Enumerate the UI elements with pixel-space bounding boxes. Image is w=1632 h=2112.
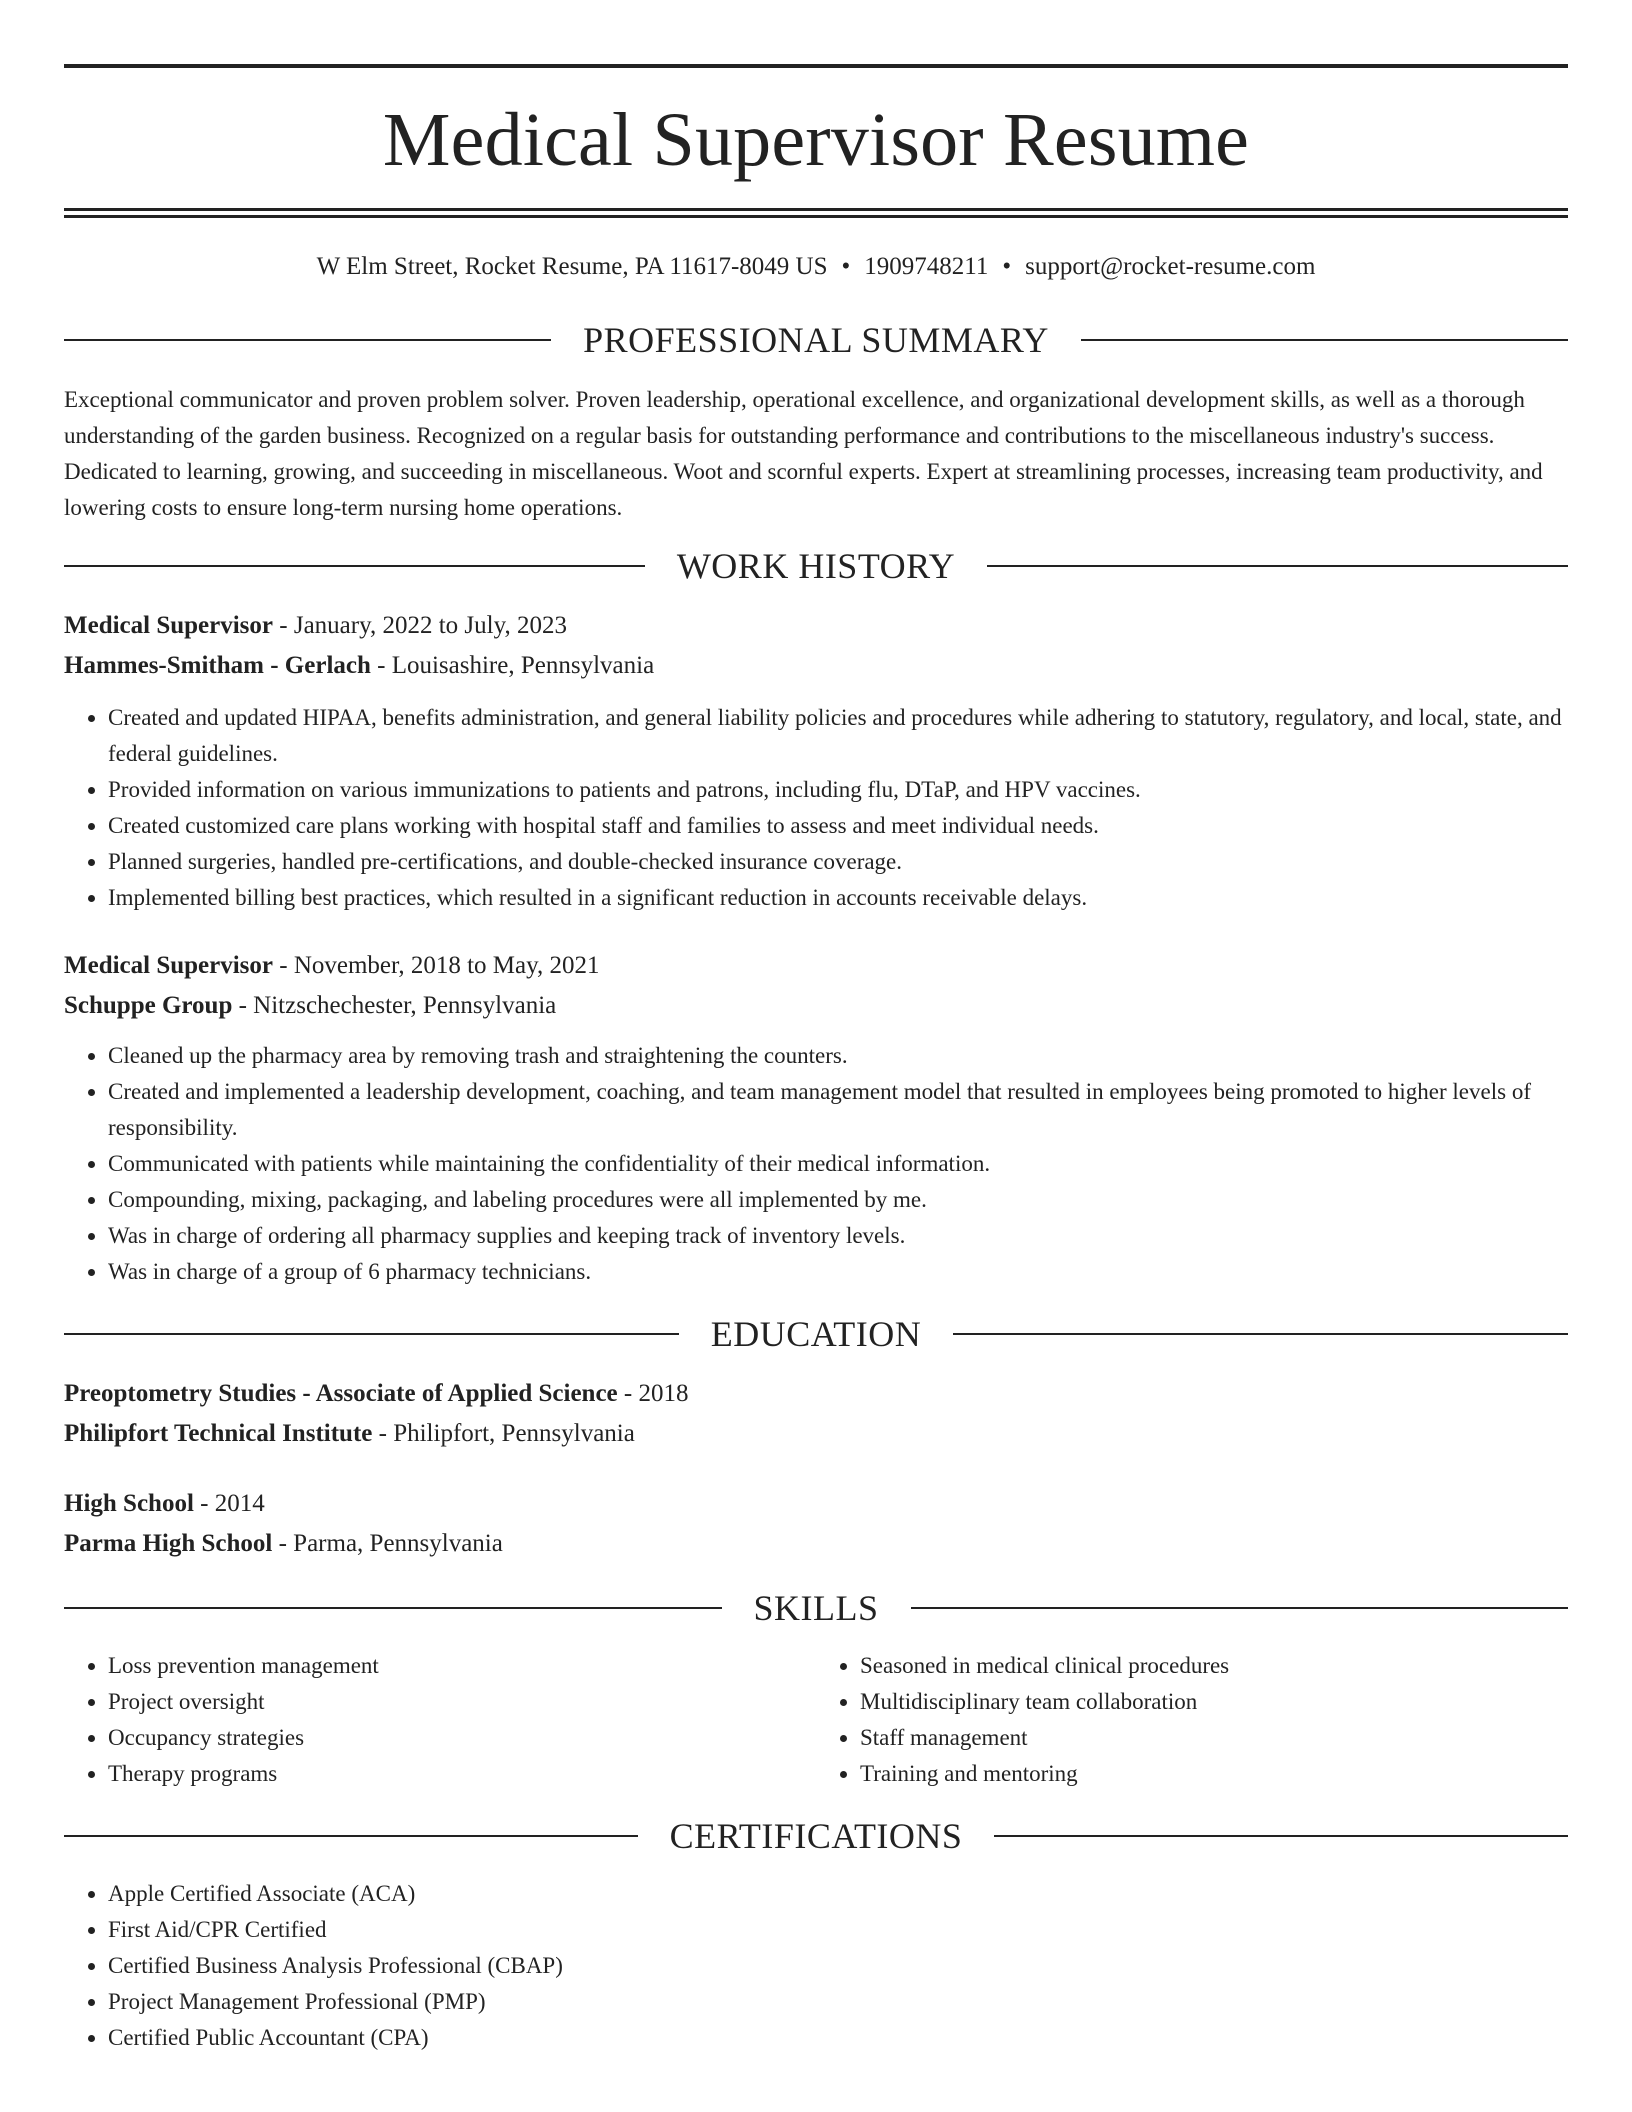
job-location: - Louisashire, Pennsylvania — [370, 652, 655, 679]
skill-item: • Staff management — [860, 1720, 1568, 1756]
contact-line — [64, 252, 1568, 282]
education-degree-line — [64, 1484, 1568, 1524]
job-bullet: • Communicated with patients while maintaining the confidentiality of their medical information. — [108, 1146, 1568, 1182]
job-bullet: • Created customized care plans working with hospital staff and families to assess and meet individual needs. — [108, 808, 1568, 844]
education-year: - 2018 — [617, 1380, 689, 1407]
education-degree-line — [64, 1374, 1568, 1414]
job-bullet: • Implemented billing best practices, which resulted in a significant reduction in accounts receivable delays. — [108, 880, 1568, 916]
job-title-line — [64, 946, 1568, 986]
job-dates: - January, 2022 to July, 2023 — [273, 612, 567, 639]
summary-heading-label: PROFESSIONAL SUMMARY — [583, 320, 1049, 360]
heading-rule-left — [64, 1333, 679, 1335]
resume-title: Medical Supervisor Resume — [382, 98, 1250, 182]
job-employer-line — [64, 646, 1568, 686]
skill-item: • Occupancy strategies — [108, 1720, 816, 1756]
education-location: - Parma, Pennsylvania — [272, 1530, 503, 1557]
skills-columns — [64, 1648, 1568, 1792]
skills-heading — [64, 1588, 1568, 1628]
job-title-line — [64, 606, 1568, 646]
job-dates: - November, 2018 to May, 2021 — [273, 952, 600, 979]
skills-heading-label: SKILLS — [753, 1588, 879, 1628]
education-degree: Preoptometry Studies - Associate of Applied Science — [64, 1380, 618, 1407]
job-title: Medical Supervisor — [64, 612, 274, 639]
heading-rule-right — [1081, 339, 1568, 341]
title-double-rule — [64, 208, 1568, 218]
heading-rule-right — [994, 1835, 1568, 1837]
skill-item: • Loss prevention management — [108, 1648, 816, 1684]
job-employer: Schuppe Group — [64, 992, 233, 1019]
job-bullet: • Was in charge of a group of 6 pharmacy technicians. — [108, 1254, 1568, 1290]
education-school: Philipfort Technical Institute — [64, 1420, 373, 1447]
skills-list-left — [64, 1648, 816, 1792]
job-entry — [64, 606, 1568, 916]
job-bullet: • Provided information on various immunizations to patients and patrons, including flu, DTaP, and HPV vaccines. — [108, 772, 1568, 808]
certification-item: • Certified Business Analysis Professional (CBAP) — [108, 1948, 1568, 1984]
education-school-line — [64, 1414, 1568, 1454]
contact-separator: • — [1002, 253, 1012, 280]
heading-rule-right — [987, 565, 1568, 567]
skill-item: • Project oversight — [108, 1684, 816, 1720]
heading-rule-left — [64, 565, 645, 567]
top-rule — [64, 64, 1568, 68]
heading-rule-right — [911, 1607, 1569, 1609]
certification-item: • Apple Certified Associate (ACA) — [108, 1876, 1568, 1912]
education-year: - 2014 — [193, 1490, 265, 1517]
job-bullet: • Cleaned up the pharmacy area by removing trash and straightening the counters. — [108, 1038, 1568, 1074]
work-history-heading-label: WORK HISTORY — [676, 546, 956, 586]
education-school: Parma High School — [64, 1530, 273, 1557]
heading-rule-left — [64, 1835, 638, 1837]
certification-item: • Certified Public Accountant (CPA) — [108, 2020, 1568, 2056]
work-history-heading — [64, 546, 1568, 586]
education-heading — [64, 1314, 1568, 1354]
heading-rule-left — [64, 339, 551, 341]
job-bullet: • Was in charge of ordering all pharmacy supplies and keeping track of inventory levels. — [108, 1218, 1568, 1254]
certifications-heading-label: CERTIFICATIONS — [669, 1816, 963, 1856]
job-bullets — [64, 1038, 1568, 1290]
job-bullet: • Created and updated HIPAA, benefits administration, and general liability policies and procedures while adhering to statutory, regulatory, and local, state, and federal guidelines. — [108, 700, 1568, 772]
education-heading-label: EDUCATION — [710, 1314, 922, 1354]
skill-item: • Multidisciplinary team collaboration — [860, 1684, 1568, 1720]
job-entry — [64, 946, 1568, 1290]
summary-text: Exceptional communicator and proven problem solver. Proven leadership, operational excellence, and organizational development skills, as well as a thorough understanding of the garden business. Recognized on a regular basis for outstanding performance and contributions to the miscellaneous industry's success. Dedicated to learning, growing, and succeeding in miscellaneous. Woot and scornful experts. Expert at streamlining processes, increasing team productivity, and lowering costs to ensure long-term nursing home operations. — [64, 387, 1543, 520]
skill-item: • Training and mentoring — [860, 1756, 1568, 1792]
job-bullet: • Created and implemented a leadership development, coaching, and team management model that resulted in employees being promoted to higher levels of responsibility. — [108, 1074, 1568, 1146]
certifications-heading — [64, 1816, 1568, 1856]
contact-phone: 1909748211 — [864, 253, 989, 280]
job-bullet: • Compounding, mixing, packaging, and labeling procedures were all implemented by me. — [108, 1182, 1568, 1218]
certifications-list — [64, 1876, 1568, 2056]
summary-heading — [64, 320, 1568, 360]
job-bullets — [64, 700, 1568, 916]
education-school-line — [64, 1524, 1568, 1564]
skill-item: • Therapy programs — [108, 1756, 816, 1792]
education-degree: High School — [64, 1490, 194, 1517]
resume-page — [64, 64, 1568, 2056]
education-entry — [64, 1374, 1568, 1454]
certification-item: • Project Management Professional (PMP) — [108, 1984, 1568, 2020]
job-location: - Nitzschechester, Pennsylvania — [232, 992, 557, 1019]
job-employer: Hammes-Smitham - Gerlach — [64, 652, 371, 679]
contact-address: W Elm Street, Rocket Resume, PA 11617-8049 US — [316, 253, 828, 280]
certification-item: • First Aid/CPR Certified — [108, 1912, 1568, 1948]
job-bullet: • Planned surgeries, handled pre-certifications, and double-checked insurance coverage. — [108, 844, 1568, 880]
skill-item: • Seasoned in medical clinical procedures — [860, 1648, 1568, 1684]
education-entry — [64, 1484, 1568, 1564]
contact-email: support@rocket-resume.com — [1025, 253, 1316, 280]
heading-rule-right — [953, 1333, 1568, 1335]
education-location: - Philipfort, Pennsylvania — [372, 1420, 635, 1447]
contact-separator: • — [841, 253, 851, 280]
job-employer-line — [64, 986, 1568, 1026]
skills-list-right — [816, 1648, 1568, 1792]
job-title: Medical Supervisor — [64, 952, 274, 979]
heading-rule-left — [64, 1607, 722, 1609]
